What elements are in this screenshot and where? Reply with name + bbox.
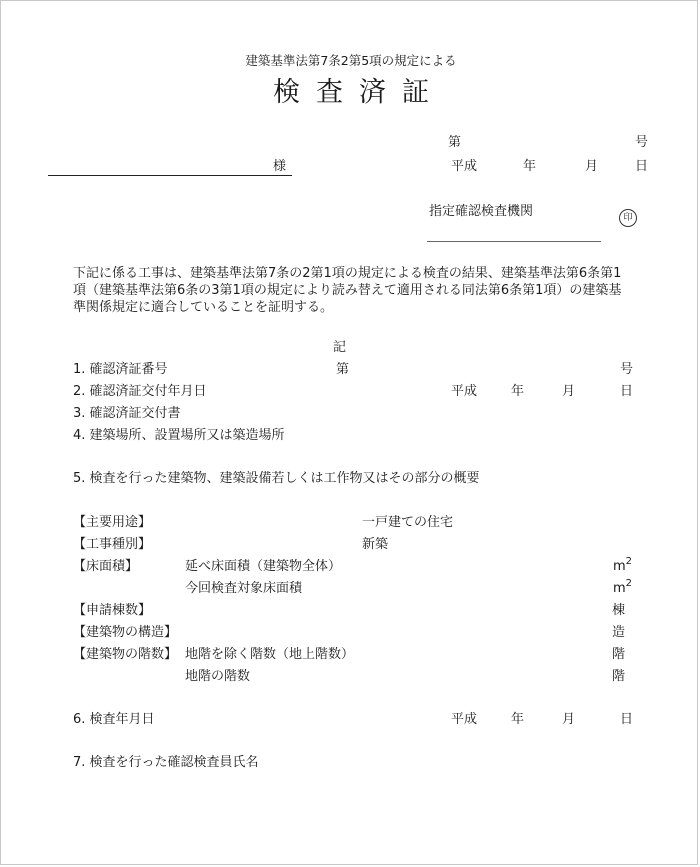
item-1-label: 1. 確認済証番号 [73, 362, 168, 377]
basement-floors-unit: 階 [612, 669, 626, 684]
item-5-label: 5. 検査を行った建築物、建築設備若しくは工作物又はその部分の概要 [73, 471, 480, 486]
item-6-day: 日 [620, 712, 634, 727]
seal-mark: 印 [619, 209, 637, 227]
item-1-number-suffix: 号 [620, 362, 634, 377]
item-7-label: 7. 検査を行った確認検査員氏名 [73, 755, 259, 770]
main-use-value: 一戸建ての住宅 [362, 515, 454, 530]
main-use-label: 【主要用途】 [73, 515, 152, 530]
issue-date-month: 月 [585, 159, 599, 174]
item-4-label: 4. 建築場所、設置場所又は築造場所 [73, 428, 285, 443]
issue-date-year: 年 [523, 159, 537, 174]
work-type-label: 【工事種別】 [73, 537, 152, 552]
work-type-value: 新築 [362, 537, 389, 552]
document-title: 検査済証 [273, 77, 445, 108]
basement-floors-label: 地階の階数 [185, 669, 251, 684]
issue-date-era: 平成 [451, 159, 478, 174]
total-floor-area-label: 延べ床面積（建築物全体） [185, 559, 342, 574]
item-6-year: 年 [511, 712, 525, 727]
addressee-honorific: 様 [273, 159, 287, 174]
item-2-era: 平成 [451, 384, 478, 399]
above-ground-floors-label: 地階を除く階数（地上階数） [185, 647, 355, 662]
item-2-day: 日 [620, 384, 634, 399]
item-3-label: 3. 確認済証交付書 [73, 406, 181, 421]
building-count-label: 【申請棟数】 [73, 603, 152, 618]
legal-basis-subtitle: 建築基準法第7条2第5項の規定による [245, 53, 457, 68]
structure-unit: 造 [612, 625, 626, 640]
item-6-label: 6. 検査年月日 [73, 712, 155, 727]
number-prefix: 第 [448, 135, 462, 150]
structure-label: 【建築物の構造】 [73, 625, 178, 640]
item-2-label: 2. 確認済証交付年月日 [73, 384, 207, 399]
agency-underline [427, 241, 601, 242]
building-count-unit: 棟 [612, 603, 626, 618]
inspected-floor-area-label: 今回検査対象床面積 [185, 581, 303, 596]
number-suffix: 号 [635, 135, 649, 150]
item-1-number-prefix: 第 [336, 362, 350, 377]
total-floor-area-unit: $m^2$ [613, 556, 633, 574]
floors-label: 【建築物の階数】 [73, 647, 178, 662]
record-heading: 記 [333, 340, 347, 355]
item-2-year: 年 [511, 384, 525, 399]
inspected-floor-area-unit: $m^2$ [613, 578, 633, 596]
floor-area-label: 【床面積】 [73, 559, 139, 574]
issue-date-day: 日 [635, 159, 649, 174]
item-6-month: 月 [562, 712, 576, 727]
item-2-month: 月 [562, 384, 576, 399]
addressee-underline [48, 175, 292, 176]
above-ground-floors-unit: 階 [612, 647, 626, 662]
issuing-agency-label: 指定確認検査機関 [429, 204, 534, 219]
certification-statement: 下記に係る工事は、建築基準法第7条の2第1項の規定による検査の結果、建築基準法第6条第1項（建築基準法第6条の3第1項の規定により読み替えて適用される同法第6条第1項）の建築基準関係規定に適合していることを証明する。 [73, 266, 622, 315]
item-6-era: 平成 [451, 712, 478, 727]
